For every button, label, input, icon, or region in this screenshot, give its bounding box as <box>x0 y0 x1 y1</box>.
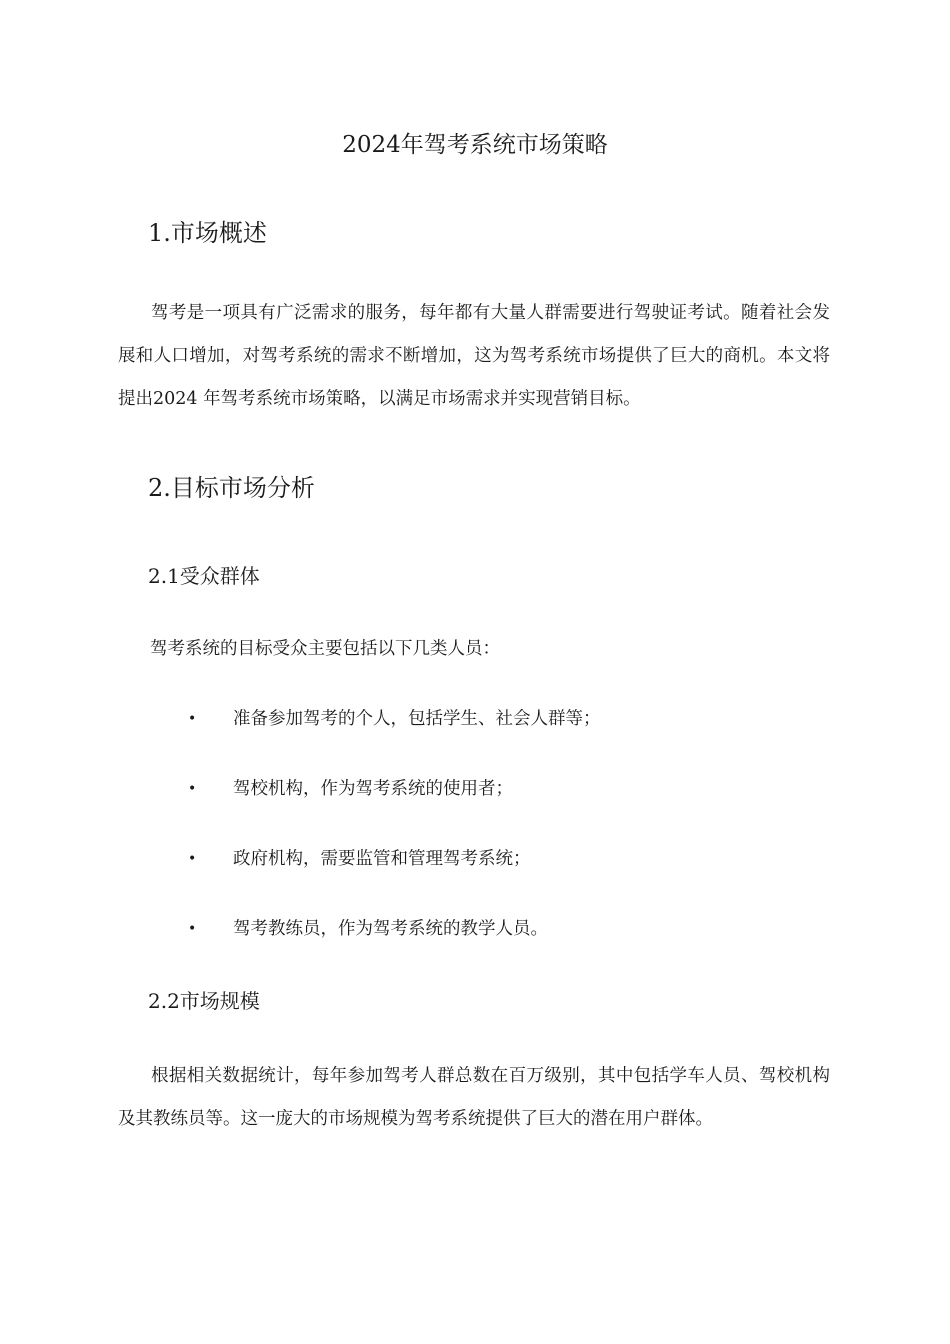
list-item-text: 驾考教练员，作为驾考系统的教学人员。 <box>233 919 548 939</box>
list-item-text: 政府机构，需要监管和管理驾考系统； <box>233 849 531 869</box>
bullet-icon: • <box>188 921 197 937</box>
document-title: 2024年驾考系统市场策略 <box>342 132 608 158</box>
list-item-text: 准备参加驾考的个人，包括学生、社会人群等； <box>233 709 601 729</box>
bullet-icon: • <box>188 711 197 727</box>
section-heading-target-market: 2.目标市场分析 <box>148 474 315 502</box>
market-overview-paragraph: 驾考是一项具有广泛需求的服务，每年都有大量人群需要进行驾驶证考试。随着社会发展和人口增加，对驾考系统的需求不断增加，这为驾考系统市场提供了巨大的商机。本文将提出2024 年驾考系统市场策略，以满足市场需求并实现营销目标。 <box>118 303 830 409</box>
subsection-heading-audience: 2.1受众群体 <box>148 564 260 588</box>
list-item-text: 驾校机构，作为驾考系统的使用者； <box>233 779 513 799</box>
bullet-icon: • <box>188 851 197 867</box>
audience-intro-text: 驾考系统的目标受众主要包括以下几类人员： <box>150 639 500 659</box>
subsection-heading-market-size: 2.2市场规模 <box>148 989 260 1013</box>
bullet-icon: • <box>188 781 197 797</box>
section-heading-market-overview: 1.市场概述 <box>148 219 267 247</box>
market-size-paragraph: 根据相关数据统计，每年参加驾考人群总数在百万级别，其中包括学车人员、驾校机构及其教练员等。这一庞大的市场规模为驾考系统提供了巨大的潜在用户群体。 <box>118 1066 830 1129</box>
